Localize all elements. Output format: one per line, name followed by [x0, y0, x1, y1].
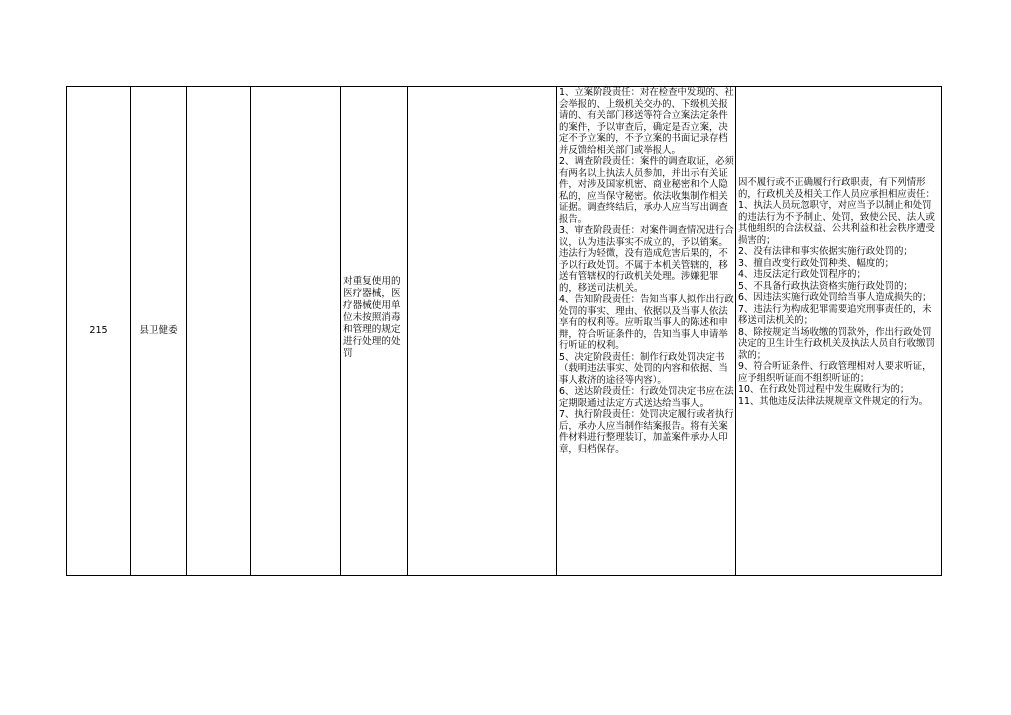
column-divider: [250, 86, 251, 576]
accountability-item: 7、违法行为构成犯罪需要追究刑事责任的，未移送司法机关的；: [738, 303, 932, 326]
accountability-item: 4、违反法定行政处罚程序的；: [738, 269, 866, 280]
accountability-item: 9、符合听证条件、行政管理相对人要求听证，应予组织听证而不组织听证的；: [738, 361, 932, 384]
accountability-item: 11、其他违反法律法规规章文件规定的行为。: [738, 395, 929, 407]
accountability-item: 2、没有法律和事实依据实施行政处罚的；: [738, 246, 913, 257]
department-name: 县卫健委: [139, 325, 178, 337]
column-divider: [340, 86, 341, 576]
column-divider: [556, 86, 557, 576]
responsibility-review: 3、审查阶段责任：对案件调查情况进行合议，认为违法事实不成立的，予以销案。违法行为轻微，没有造成危害后果的，不予以行政处罚。不属于本机关管辖的，移送有管辖权的行政机关处理。涉嫌犯罪的，移送司法机关。: [559, 225, 734, 294]
row-number-cell: [67, 87, 130, 575]
responsibility-filing: 1、立案阶段责任：对在检查中发现的、社会举报的、上级机关交办的、下级机关报请的、有关部门移送等符合立案法定条件的案件，予以审查后，确定是否立案，决定不予立案的，不予立案的书面记录存档并反馈给相关部门或举报人。: [559, 87, 734, 156]
column-divider: [941, 86, 942, 576]
accountability-item: 1、执法人员玩忽职守，对应当予以制止和处罚的违法行为不予制止、处罚，致使公民、法人或其他组织的合法权益、公共利益和社会秩序遭受损害的；: [738, 200, 935, 246]
accountability-item: 5、不具备行政执法资格实施行政处罚的；: [738, 280, 913, 292]
department-cell: [131, 87, 186, 575]
column-divider: [186, 86, 187, 576]
column-divider: [735, 86, 736, 576]
accountability-item: 3、擅自改变行政处罚种类、幅度的；: [738, 257, 894, 269]
penalty-item-name: 对重复使用的医疗器械，医疗器械使用单位未按照消毒和管理的规定进行处理的处罚: [343, 276, 401, 359]
item-name-cell: [343, 276, 405, 360]
table-top-border: [66, 86, 942, 87]
accountability-item: 8、除按规定当场收缴的罚款外，作出行政处罚决定的卫生计生行政机关及执法人员自行收缴罚款的；: [738, 326, 935, 361]
accountability-item: 10、在行政处罚过程中发生腐败行为的；: [738, 384, 910, 395]
table-bottom-border: [66, 575, 942, 576]
responsibility-notification: 4、告知阶段责任：告知当事人拟作出行政处罚的事实、理由、依据以及当事人依法享有的权利等。应听取当事人的陈述和申辩，符合听证条件的，告知当事人申请举行听证的权利。: [559, 294, 734, 351]
accountability-intro: 因不履行或不正确履行行政职责，有下列情形的，行政机关及相关工作人员应承担相应责任：: [738, 177, 935, 200]
responsibility-delivery: 6、送达阶段责任：行政处罚决定书应在法定期限通过法定方式送达给当事人。: [559, 386, 734, 409]
responsibility-cell: [559, 87, 734, 455]
responsibility-investigation: 2、调查阶段责任：案件的调查取证，必须有两名以上执法人员参加，并出示有关证件，对涉及国家机密、商业秘密和个人隐私的，应当保守秘密。依法收集制作相关证据。调查终结后，承办人应当写出调查报告。: [559, 156, 734, 225]
responsibility-execution: 7、执行阶段责任：处罚决定履行或者执行后，承办人应当制作结案报告。将有关案件材料进行整理装订，加盖案件承办人印章，归档保存。: [559, 409, 734, 455]
accountability-cell: [738, 177, 940, 407]
accountability-item: 6、因违法实施行政处罚给当事人造成损失的；: [738, 292, 932, 303]
column-divider: [407, 86, 408, 576]
responsibility-decision: 5、决定阶段责任：制作行政处罚决定书（载明违法事实、处罚的内容和依据、当事人救济的途径等内容）。: [559, 351, 728, 386]
row-number: 215: [89, 325, 108, 337]
